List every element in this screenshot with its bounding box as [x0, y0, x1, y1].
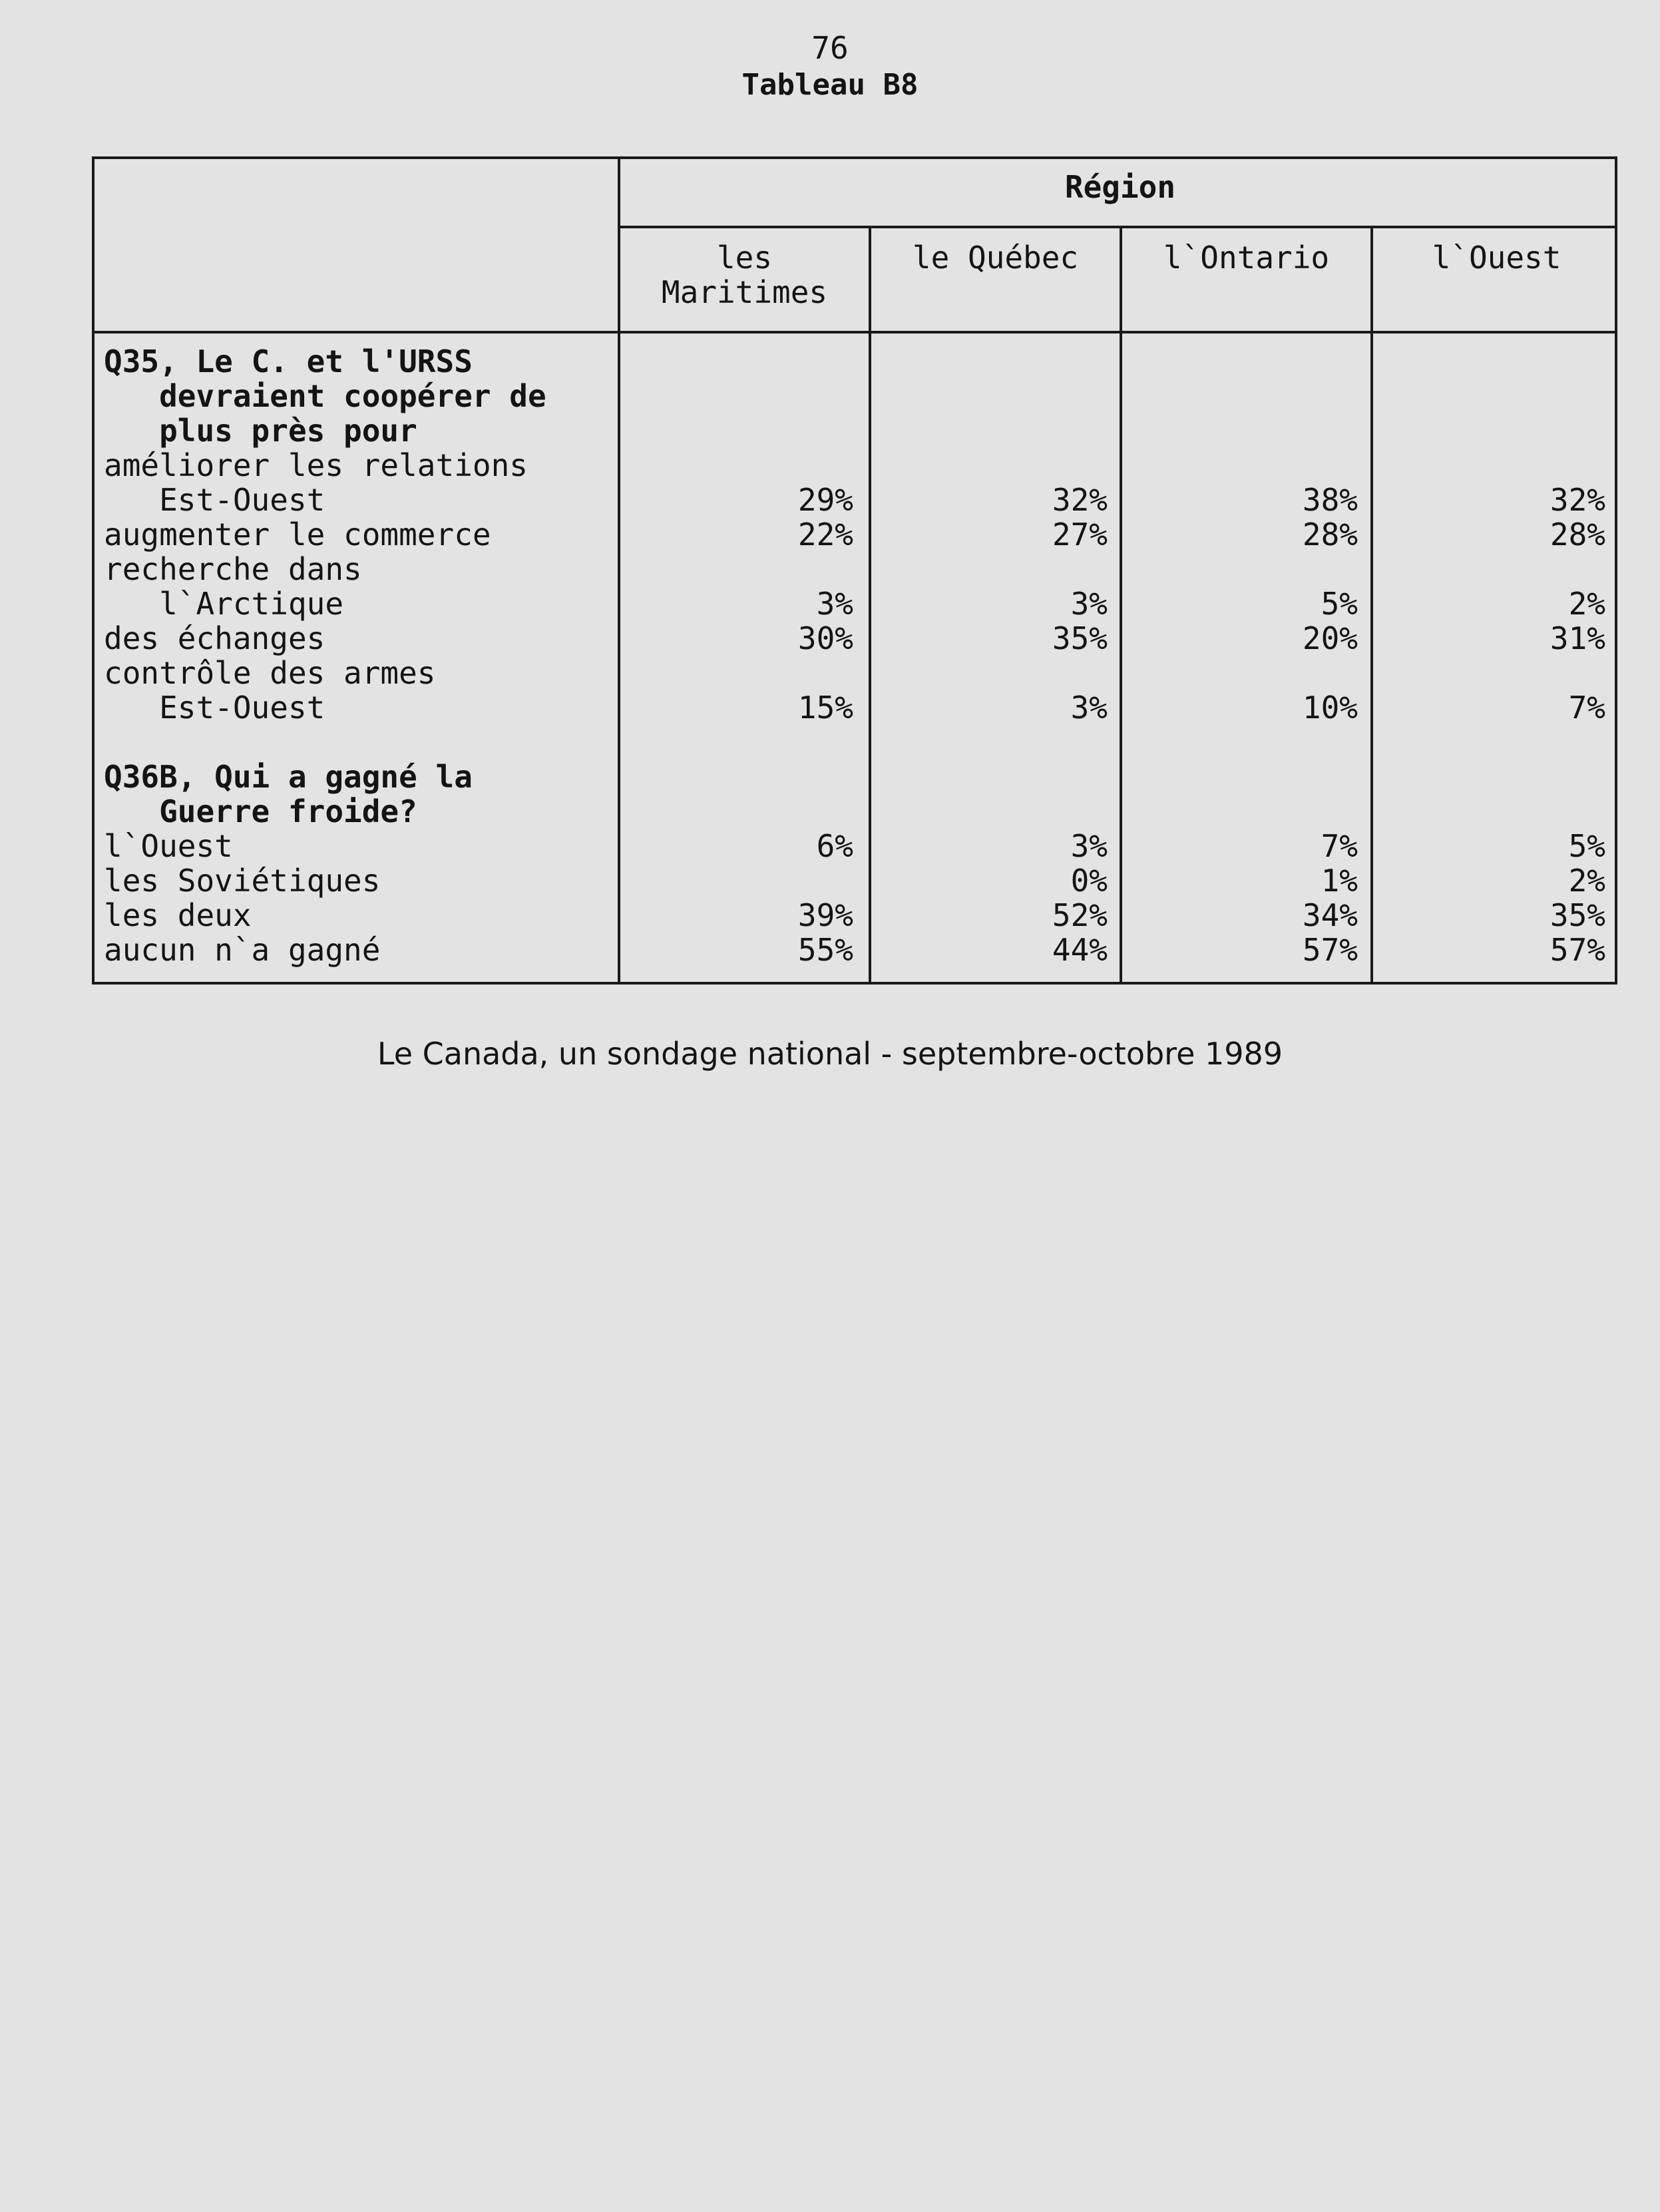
answer-label: les Soviétiques — [104, 863, 381, 899]
value-cell: 39% — [797, 897, 853, 933]
value-cell: 3% — [816, 586, 853, 622]
value-cell: 6% — [816, 828, 853, 864]
column-header-4: l`Ouest — [1432, 240, 1561, 276]
answer-label: l`Ouest — [104, 828, 233, 864]
column-header-3: l`Ontario — [1163, 240, 1330, 276]
value-cell: 35% — [1550, 897, 1605, 933]
value-cell: 1% — [1321, 863, 1358, 899]
value-cell: 7% — [1568, 690, 1605, 726]
column-header-2: le Québec — [912, 240, 1079, 276]
value-cell: 3% — [1070, 828, 1108, 864]
question-text: Q35, Le C. et l'URSS — [104, 343, 473, 379]
value-cell: 15% — [797, 690, 853, 726]
table-divider-col-3 — [1370, 226, 1373, 982]
value-cell: 32% — [1550, 482, 1605, 518]
table-title: Tableau B8 — [741, 68, 919, 102]
value-cell: 55% — [797, 932, 853, 968]
value-cell: 52% — [1052, 897, 1108, 933]
table-divider-col-1 — [869, 226, 871, 982]
value-cell: 32% — [1052, 482, 1108, 518]
question-text: devraient coopérer de — [104, 378, 546, 414]
value-cell: 27% — [1052, 517, 1108, 553]
value-cell: 57% — [1550, 932, 1605, 968]
value-cell: 2% — [1568, 586, 1605, 622]
value-cell: 2% — [1568, 863, 1605, 899]
value-cell: 28% — [1302, 517, 1358, 553]
answer-label: augmenter le commerce — [104, 517, 491, 553]
value-cell: 10% — [1302, 690, 1358, 726]
data-table — [92, 156, 1617, 985]
value-cell: 31% — [1550, 620, 1605, 656]
table-divider-header-bottom — [95, 331, 1615, 333]
question-text: plus près pour — [104, 413, 417, 449]
answer-label: améliorer les relations — [104, 447, 528, 483]
answer-label: aucun n`a gagné — [104, 932, 381, 968]
value-cell: 29% — [797, 482, 853, 518]
value-cell: 22% — [797, 517, 853, 553]
answer-label: l`Arctique — [104, 586, 344, 622]
value-cell: 7% — [1321, 828, 1358, 864]
region-header: Région — [1064, 169, 1176, 205]
value-cell: 3% — [1070, 690, 1108, 726]
value-cell: 44% — [1052, 932, 1108, 968]
page-number: 76 — [811, 30, 849, 66]
footer-caption: Le Canada, un sondage national - septembre-octobre 1989 — [377, 1036, 1283, 1072]
question-text: Q36B, Qui a gagné la — [104, 759, 473, 795]
value-cell: 57% — [1302, 932, 1358, 968]
answer-label: des échanges — [104, 620, 325, 656]
value-cell: 28% — [1550, 517, 1605, 553]
value-cell: 30% — [797, 620, 853, 656]
answer-label: Est-Ouest — [104, 482, 325, 518]
answer-label: Est-Ouest — [104, 690, 325, 726]
value-cell: 35% — [1052, 620, 1108, 656]
answer-label: les deux — [104, 897, 252, 933]
value-cell: 34% — [1302, 897, 1358, 933]
answer-label: recherche dans — [104, 551, 362, 587]
table-divider-col-2 — [1120, 226, 1122, 982]
value-cell: 5% — [1568, 828, 1605, 864]
table-divider-region-header — [618, 226, 1615, 228]
value-cell: 3% — [1070, 586, 1108, 622]
answer-label: contrôle des armes — [104, 655, 436, 691]
question-text: Guerre froide? — [104, 793, 417, 829]
column-header-1: les Maritimes — [661, 240, 828, 310]
value-cell: 38% — [1302, 482, 1358, 518]
value-cell: 20% — [1302, 620, 1358, 656]
value-cell: 0% — [1070, 863, 1108, 899]
value-cell: 5% — [1321, 586, 1358, 622]
